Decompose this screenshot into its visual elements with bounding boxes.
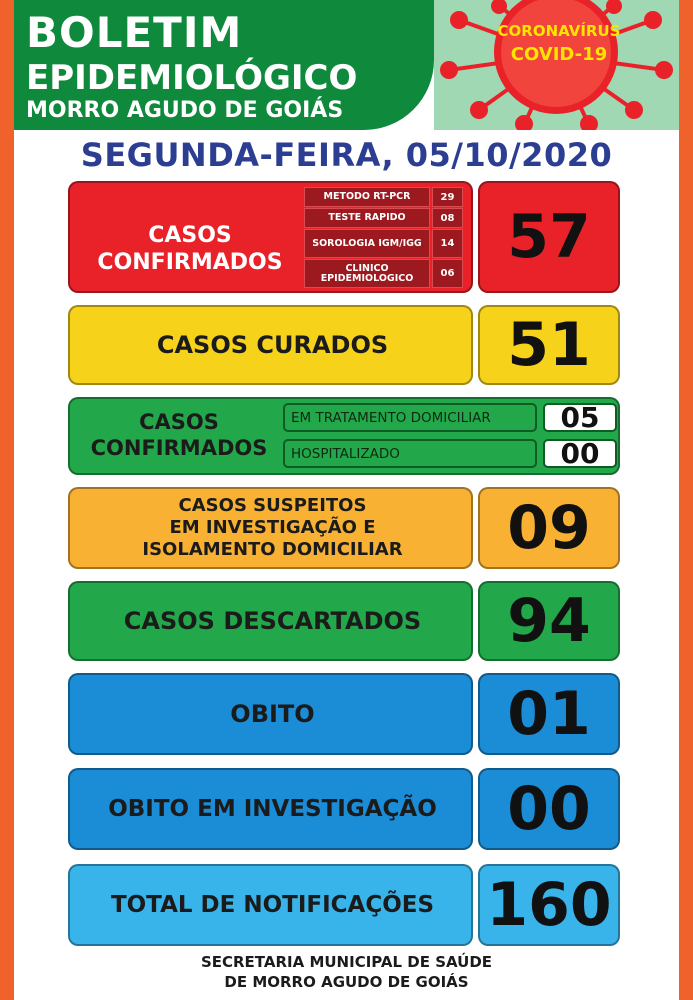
suspects-label-line2: EM INVESTIGAÇÃO E bbox=[169, 516, 376, 538]
footer-line1: SECRETARIA MUNICIPAL DE SAÚDE bbox=[200, 953, 493, 971]
confirmed-label bbox=[78, 223, 302, 277]
suspects-label-line1: CASOS SUSPEITOS bbox=[178, 495, 367, 516]
suspects-row bbox=[68, 487, 620, 569]
breakdown-name: METODO RT-PCR bbox=[304, 187, 430, 207]
home-treatment-value: 05 bbox=[543, 403, 617, 432]
deaths-investigation-label-box bbox=[68, 768, 473, 850]
confirmed-value: 57 bbox=[478, 181, 620, 293]
discarded-value: 94 bbox=[478, 581, 620, 661]
coronavirus-icon bbox=[439, 0, 674, 130]
active-label-line1: CASOS bbox=[139, 410, 219, 434]
deaths-value: 01 bbox=[478, 673, 620, 755]
active-label-line2: CONFIRMADOS bbox=[90, 435, 268, 460]
active-row bbox=[68, 397, 620, 475]
footer bbox=[14, 953, 679, 992]
deaths-row bbox=[68, 673, 620, 755]
title-line2: EPIDEMIOLÓGICO bbox=[26, 58, 358, 98]
notifications-value: 160 bbox=[478, 864, 620, 946]
discarded-label-box bbox=[68, 581, 473, 661]
footer-line2: DE MORRO AGUDO DE GOIÁS bbox=[224, 972, 469, 991]
deaths-investigation-label: OBITO EM INVESTIGAÇÃO bbox=[108, 796, 437, 822]
badge-line1: CORONAVÍRUS bbox=[497, 22, 621, 40]
confirmed-label-box bbox=[68, 181, 473, 293]
report-date: SEGUNDA-FEIRA, 05/10/2020 bbox=[80, 136, 613, 174]
cured-row bbox=[68, 305, 620, 385]
notifications-label: TOTAL DE NOTIFICAÇÕES bbox=[110, 892, 435, 918]
breakdown-row bbox=[304, 259, 464, 288]
title-line1: BOLETIM bbox=[26, 8, 243, 57]
deaths-investigation-value: 00 bbox=[478, 768, 620, 850]
breakdown-value: 06 bbox=[432, 259, 463, 288]
suspects-value: 09 bbox=[478, 487, 620, 569]
title-line3: MORRO AGUDO DE GOIÁS bbox=[26, 98, 344, 123]
confirmed-breakdown-table bbox=[304, 187, 464, 289]
breakdown-name: TESTE RAPIDO bbox=[304, 208, 430, 228]
suspects-label bbox=[70, 495, 475, 561]
breakdown-value: 14 bbox=[432, 229, 463, 258]
discarded-row bbox=[68, 581, 620, 661]
cured-label: CASOS CURADOS bbox=[156, 331, 389, 359]
notifications-row bbox=[68, 864, 620, 946]
breakdown-value: 08 bbox=[432, 208, 463, 228]
bulletin-sheet bbox=[14, 0, 679, 1000]
discarded-label: CASOS DESCARTADOS bbox=[123, 607, 422, 635]
confirmed-label-line1: CASOS bbox=[148, 223, 232, 248]
breakdown-row bbox=[304, 187, 464, 207]
hospitalized-label: HOSPITALIZADO bbox=[283, 439, 537, 468]
deaths-label-box bbox=[68, 673, 473, 755]
confirmed-row bbox=[68, 181, 620, 293]
home-treatment-label: EM TRATAMENTO DOMICILIAR bbox=[283, 403, 537, 432]
active-box bbox=[68, 397, 620, 475]
breakdown-row bbox=[304, 208, 464, 228]
deaths-label: OBITO bbox=[230, 700, 315, 728]
badge-line2: COVID-19 bbox=[510, 44, 608, 65]
deaths-investigation-row bbox=[68, 768, 620, 850]
breakdown-value: 29 bbox=[432, 187, 463, 207]
breakdown-name: CLINICO EPIDEMIOLOGICO bbox=[304, 259, 430, 288]
hospitalized-value: 00 bbox=[543, 439, 617, 468]
suspects-label-box bbox=[68, 487, 473, 569]
suspects-label-line3: ISOLAMENTO DOMICILIAR bbox=[142, 538, 403, 560]
cured-label-box bbox=[68, 305, 473, 385]
active-label bbox=[76, 410, 282, 461]
cured-value: 51 bbox=[478, 305, 620, 385]
confirmed-label-line2: CONFIRMADOS bbox=[97, 249, 283, 275]
breakdown-name: SOROLOGIA IGM/IGG bbox=[304, 229, 430, 258]
breakdown-row bbox=[304, 229, 464, 258]
notifications-label-box bbox=[68, 864, 473, 946]
